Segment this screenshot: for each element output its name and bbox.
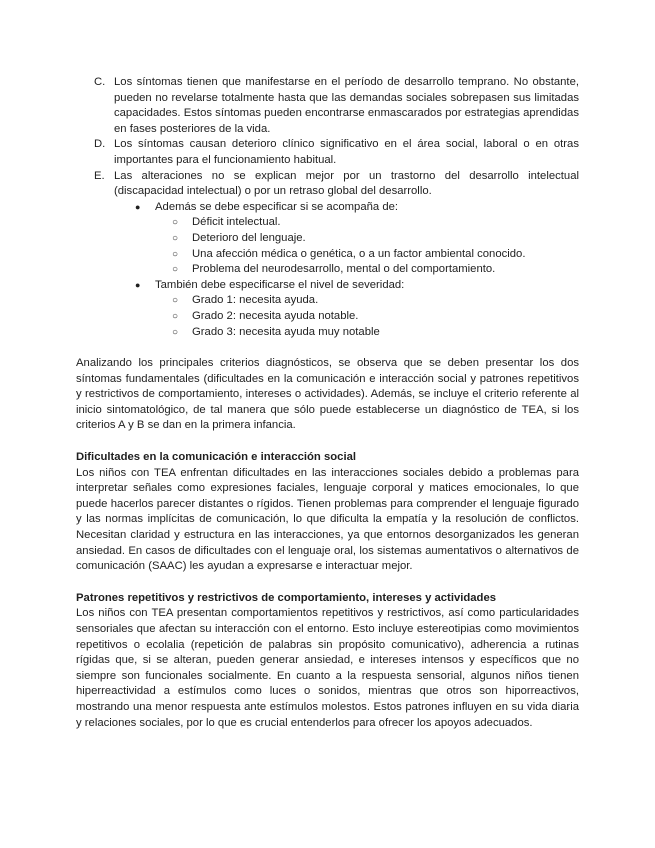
sub-item-text: Deterioro del lenguaje.	[192, 231, 306, 244]
bullet-item	[76, 200, 579, 216]
criterion-text: Los síntomas tienen que manifestarse en el período de desarrollo temprano. No obstante, pueden no revelarse totalmente hasta que las demandas sociales sobrepasen sus limitadas capacidades. Estos síntomas pueden encontrarse enmascarados por estrategias aprendidas en fases posteriores de la vida.	[114, 76, 579, 135]
circle-bullet-icon: ○	[172, 248, 179, 260]
circle-bullet-icon: ○	[172, 217, 179, 229]
sub-item	[76, 309, 579, 325]
criterion-c	[76, 75, 579, 137]
specifier-list	[76, 200, 579, 216]
sub-item	[76, 325, 579, 341]
sub-item-text: Grado 3: necesita ayuda muy notable	[192, 325, 380, 338]
sub-item-text: Una afección médica o genética, o a un factor ambiental conocido.	[192, 247, 526, 260]
circle-bullet-icon: ○	[172, 295, 179, 307]
circle-bullet-icon: ○	[172, 232, 179, 244]
sub-list	[76, 293, 579, 340]
list-marker: E.	[94, 169, 105, 182]
bullet-item	[76, 278, 579, 294]
sub-list	[76, 215, 579, 277]
criterion-text: Los síntomas causan deterioro clínico significativo en el área social, laboral o en otras importantes para el funcionamiento habitual.	[114, 138, 579, 166]
circle-bullet-icon: ○	[172, 264, 179, 276]
list-marker: D.	[94, 138, 106, 151]
sub-item	[76, 262, 579, 278]
sub-item	[76, 293, 579, 309]
sub-item	[76, 231, 579, 247]
circle-bullet-icon: ○	[172, 310, 179, 322]
bullet-text: Además se debe especificar si se acompaña de:	[155, 200, 399, 213]
sub-item	[76, 215, 579, 231]
sub-item-text: Problema del neurodesarrollo, mental o del comportamiento.	[192, 263, 496, 276]
section-body-communication: Los niños con TEA enfrentan dificultades en las interacciones sociales debido a problemas para interpretar señales como expresiones faciales, lenguaje corporal y matices emocionales, lo que puede hacerlos parecer distantes o rígidos. Tienen problemas para comprender el lenguaje figurado y las normas implícitas de comunicación, lo que dificulta la empatía y la resolución de conflictos. Necesitan claridad y estructura en las interacciones, ya que entornos desorganizados les generan ansiedad. En casos de dificultades con el lenguaje oral, los sistemas aumentativos o alternativos de comunicación (SAAC) les ayudan a expresarse e interactuar mejor.	[76, 466, 579, 573]
section-heading-communication: Dificultades en la comunicación e interacción social	[76, 451, 357, 464]
sub-item-text: Déficit intelectual.	[192, 216, 281, 229]
list-marker: C.	[94, 76, 106, 88]
circle-bullet-icon: ○	[172, 326, 179, 338]
analysis-paragraph: Analizando los principales criterios diagnósticos, se observa que se deben presentar los dos síntomas fundamentales (dificultades en la comunicación e interacción social y patrones repetitivos y restrictivos de comportamiento, intereses o actividades). Además, se incluye el criterio referente al inicio sintomatológico, de tal manera que sólo puede establecerse un diagnóstico de TEA, si los criterios A y B se dan en la primera infancia.	[76, 357, 579, 432]
sub-item-text: Grado 2: necesita ayuda notable.	[192, 309, 359, 322]
bullet-icon: ●	[135, 201, 141, 212]
criterion-d	[76, 137, 579, 168]
sub-item-text: Grado 1: necesita ayuda.	[192, 294, 319, 307]
criterion-text: Las alteraciones no se explican mejor por un trastorno del desarrollo intelectual (discapacidad intelectual) o por un retraso global del desarrollo.	[114, 169, 579, 198]
criteria-list	[76, 75, 579, 200]
sub-item	[76, 247, 579, 263]
section-heading-repetitive-patterns: Patrones repetitivos y restrictivos de comportamiento, intereses y actividades	[76, 591, 497, 604]
severity-list	[76, 278, 579, 294]
section-body-repetitive-patterns: Los niños con TEA presentan comportamientos repetitivos y restrictivos, así como particularidades sensoriales que afectan su interacción con el entorno. Esto incluye estereotipias como movimientos repetitivos o ecolalia (repetición de palabras sin propósito comunicativo), adherencia a rutinas rígidas que, si se alteran, pueden generar ansiedad, e intereses intensos y específicos que no siempre son funcionales socialmente. En cuanto a la respuesta sensorial, algunos niños tienen hiperreactividad a estímulos como luces o sonidos, mientras que otros son hiporreactivos, mostrando una menor respuesta ante estímulos molestos. Estos patrones influyen en su vida diaria y relaciones sociales, por lo que es crucial entenderlos para ofrecer los apoyos adecuados.	[76, 607, 579, 729]
bullet-icon: ●	[135, 279, 141, 290]
bullet-text: También debe especificarse el nivel de severidad:	[155, 278, 405, 291]
criterion-e	[76, 169, 579, 200]
